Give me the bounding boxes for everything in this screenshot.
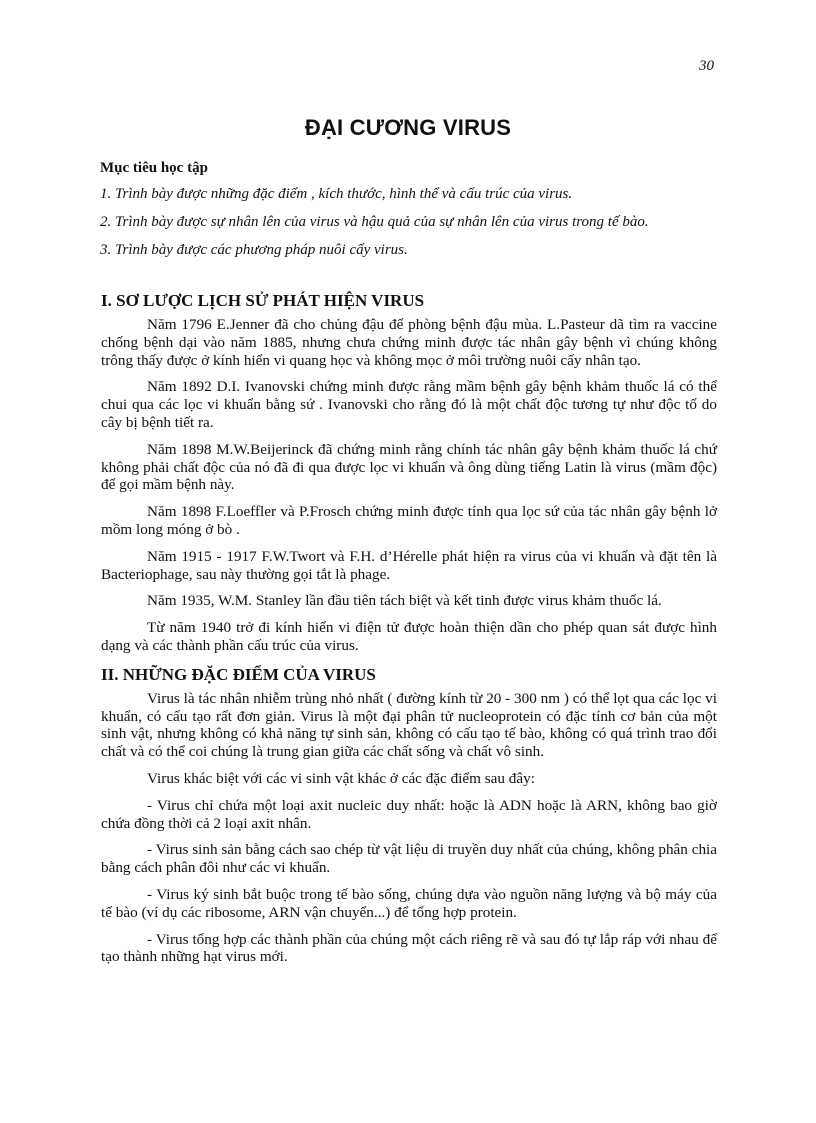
paragraph: Virus khác biệt với các vi sinh vật khác ở các đặc điểm sau đây:: [147, 769, 535, 787]
page-number: 30: [699, 58, 714, 74]
learning-objectives: [100, 160, 720, 269]
list-item: - Virus chỉ chứa một loại axit nucleic duy nhất: hoặc là ADN hoặc là ARN, không bao giờ chứa đồng thời cả 2 loại axit nhân.: [101, 796, 717, 832]
list-item: - Virus ký sinh bắt buộc trong tế bào sống, chúng dựa vào nguồn năng lượng và bộ máy của tế bào (ví dụ các ribosome, ARN vận chuyển...) để tổng hợp protein.: [101, 885, 717, 921]
objective-item: 3. Trình bày được các phương pháp nuôi cấy virus.: [100, 242, 408, 258]
objective-item: 1. Trình bày được những đặc điểm , kích thước, hình thể và cấu trúc của virus.: [100, 186, 573, 202]
page-title: ĐẠI CƯƠNG VIRUS: [304, 114, 512, 140]
paragraph: Năm 1915 - 1917 F.W.Twort và F.H. d’Hérelle phát hiện ra virus của vi khuẩn và đặt tên là Bacteriophage, sau này thường gọi tắt là phage.: [101, 547, 717, 583]
paragraph: Năm 1892 D.I. Ivanovski chứng minh được rằng mầm bệnh gây bệnh khảm thuốc lá có thể chui qua các lọc vi khuẩn bằng sứ . Ivanovski cho rằng đó là một chất độc tương tự như độc tố do cây bị bệnh tiết ra.: [101, 378, 717, 431]
paragraph: Từ năm 1940 trở đi kính hiển vi điện tử được hoàn thiện dần cho phép quan sát được hình dạng và các thành phần cấu trúc của virus.: [101, 619, 717, 654]
paragraph: Năm 1935, W.M. Stanley lần đầu tiên tách biệt và kết tinh được virus khảm thuốc lá.: [147, 592, 662, 610]
section-heading-characteristics: II. NHỮNG ĐẶC ĐIỂM CỦA VIRUS: [101, 664, 376, 684]
paragraph: Năm 1796 E.Jenner đã cho chủng đậu để phòng bệnh đậu mùa. L.Pasteur dã tìm ra vaccine chống bệnh dại vào năm 1885, nhưng chưa chứng minh được tác nhân gây bệnh vì chúng không trông thấy được ở kính hiển vi quang học và không mọc ở môi trường nuôi cấy nhân tạo.: [101, 316, 717, 369]
list-item: - Virus tổng hợp các thành phần của chúng một cách riêng rẽ và sau đó tự lắp ráp với nhau để tạo thành những hạt virus mới.: [101, 930, 717, 966]
paragraph: Năm 1898 M.W.Beijerinck đã chứng minh rằng chính tác nhân gây bệnh khảm thuốc lá chứ không phải chất độc của nó đã đi qua được lọc vi khuẩn và ông dùng tiếng Latin là virus (mầm độc) để gọi mầm bệnh này.: [101, 440, 717, 494]
list-item: - Virus sinh sản bằng cách sao chép từ vật liệu di truyền duy nhất của chúng, không phân chia bằng cách phân đôi như các vi khuẩn.: [101, 841, 717, 877]
objectives-heading: Mục tiêu học tập: [100, 160, 208, 176]
section-heading-history: I. SƠ LƯỢC LỊCH SỬ PHÁT HIỆN VIRUS: [101, 291, 425, 310]
main-content: [101, 290, 717, 975]
paragraph: Virus là tác nhân nhiễm trùng nhỏ nhất ( đường kính từ 20 - 300 nm ) có thể lọt qua các lọc vi khuẩn, có cấu tạo rất đơn giản. Virus là một đại phân tử nucleoprotein có đặc tính cơ bản của một sinh vật, nhưng không có khả năng tự sinh sản, không có cấu tạo tế bào, không có quá trình trao đổi chất và có thể coi chúng là trung gian giữa các chất sống và chất vô sinh.: [101, 689, 717, 761]
paragraph: Năm 1898 F.Loeffler và P.Frosch chứng minh được tính qua lọc sứ của tác nhân gây bệnh lở mồm long móng ở bò .: [101, 503, 717, 538]
objective-item: 2. Trình bày được sự nhân lên của virus và hậu quả của sự nhân lên của virus trong tế bào.: [100, 214, 649, 230]
